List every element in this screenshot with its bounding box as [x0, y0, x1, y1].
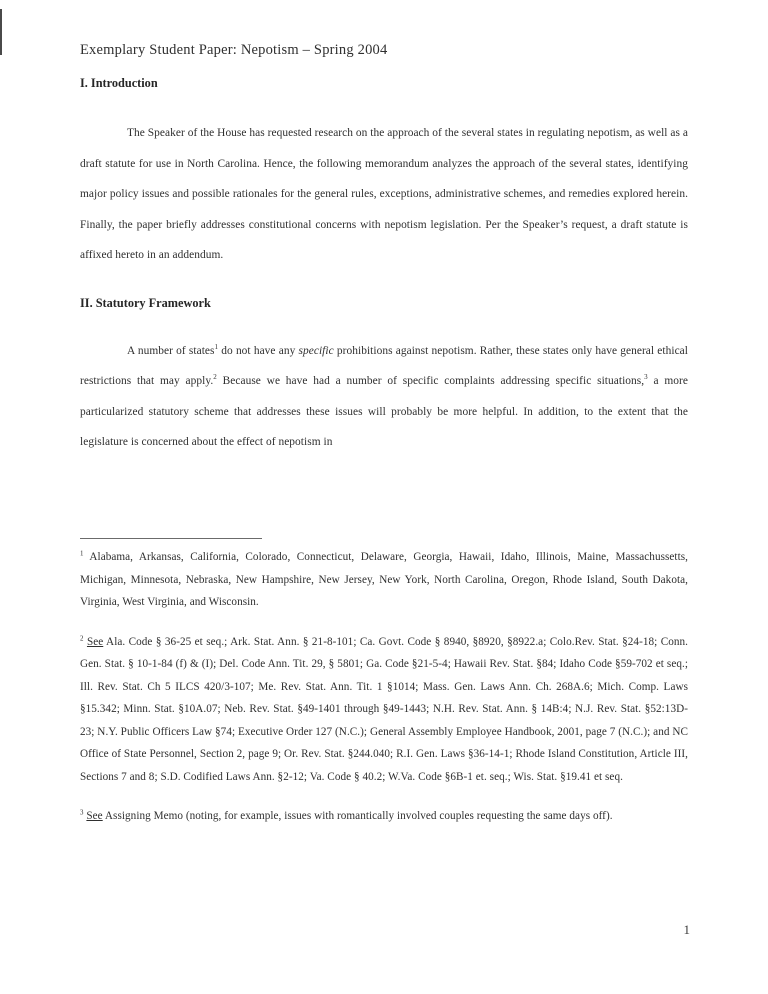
footnote-3: $^3$ See Assigning Memo (noting, for example, issues with romantically involved couples requesting the same days off). — [80, 808, 613, 822]
footnote-2: $^2$ See Ala. Code § 36-25 et seq.; Ark. Stat. Ann. § 21-8-101; Ca. Govt. Code § 8940, §8920, §8922.a; Colo.Rev. Stat. §24-18; Conn. Gen. Stat. § 10-1-84 (f) & (I); Del. Code Ann. Tit. 29, § 5801; Ga. Code §21-5-4; Hawaii Rev. Stat. §84; Idaho Code §59-702 et seq.; Ill. Rev. Stat. Ch 5 ILCS 420/3-107; Me. Rev. Stat. Ann. Tit. 1 §1014; Mass. Gen. Laws Ann. Ch. 268A.6; Mich. Comp. Laws §15.342; Minn. Stat. §10A.07; Neb. Rev. Stat. §49-1401 through §49-1443; N.H. Rev. Stat. Ann. § 14B:4; N.J. Rev. Stat. §52:13D-23; N.Y. Public Officers Law §74; Executive Order 127 (N.C.); General Assembly Employee Handbook, 2001, page 7 (N.C.); and NC Office of State Personnel, Section 2, page 9; Or. Rev. Stat. §244.040; R.I. Gen. Laws §36-14-1; Rhode Island Constitution, Article III, Sections 7 and 8; S.D. Codified Laws Ann. §2-12; Va. Code § 40.2; W.Va. Code §6B-1 et. seq.; Wis. Stat. §19.41 et seq. — [80, 633, 688, 783]
scan-edge-artifact — [0, 9, 2, 55]
section-heading-introduction: I. Introduction — [80, 76, 158, 90]
footnote-separator — [80, 538, 262, 539]
paragraph-statutory-framework: A number of states$^1$ do not have any specific prohibitions against nepotism. Rather, these states only have general ethical restrictions that may apply.$^2$ Because we have had a number of specific complaints addressing specific situations,$^3$ a more particularized statutory scheme that addresses these issues will probably be more helpful. In addition, to the extent that the legislature is concerned about the effect of nepotism in — [80, 342, 688, 448]
paragraph-introduction: The Speaker of the House has requested research on the approach of the several states in regulating nepotism, as well as a draft statute for use in North Carolina. Hence, the following memorandum analyzes the approach of the several states, identifying major policy issues and possible rationales for the general rules, exceptions, administrative schemes, and remedies explored herein. Finally, the paper briefly addresses constitutional concerns with nepotism legislation. Per the Speaker’s request, a draft statute is affixed hereto in an addendum. — [80, 127, 688, 261]
page-number: 1 — [683, 922, 690, 937]
section-heading-statutory-framework: II. Statutory Framework — [80, 295, 211, 310]
footnote-area — [80, 538, 688, 828]
document-title: Exemplary Student Paper: Nepotism – Spring 2004 — [80, 42, 388, 58]
footnote-1: $^1$ Alabama, Arkansas, California, Colorado, Connecticut, Delaware, Georgia, Hawaii, Idaho, Illinois, Maine, Massachussetts, Michigan, Minnesota, Nebraska, New Hampshire, New Jersey, New York, North Carolina, Oregon, Rhode Island, South Dakota, Virginia, West Virginia, and Wisconsin. — [80, 549, 688, 608]
